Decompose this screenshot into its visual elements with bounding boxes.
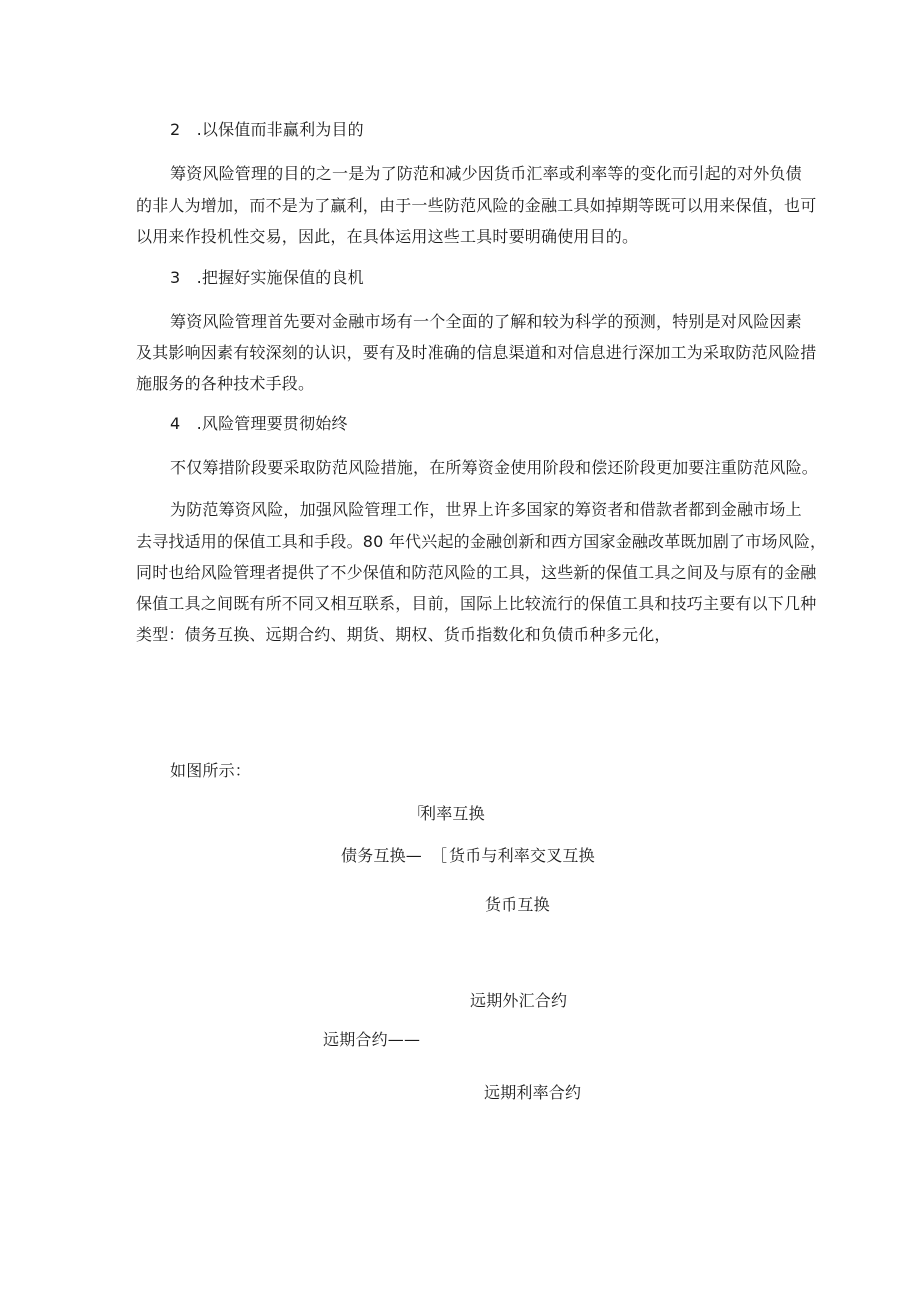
section-heading-3: 3 .把握好实施保值的良机	[170, 268, 364, 287]
diagram-item-cross-currency-swap: 货币与利率交叉互换	[449, 846, 595, 865]
diagram-item-forward-rate-agreement: 远期利率合约	[484, 1083, 582, 1102]
paragraph-line: 筹资风险管理首先要对金融市场有一个全面的了解和较为科学的预测，特别是对风险因素	[170, 312, 802, 331]
diagram-item-interest-rate-swap: 利率互换	[420, 804, 485, 823]
debt-swap-label: 债务互换—	[341, 846, 423, 865]
diagram-item-forward-fx-contract: 远期外汇合约	[470, 991, 568, 1010]
bracket: ［	[431, 846, 448, 865]
paragraph-line: 筹资风险管理的目的之一是为了防范和减少因货币汇率或利率等的变化而引起的对外负债	[170, 164, 802, 183]
paragraph-line: 为防范筹资风险，加强风险管理工作，世界上许多国家的筹资者和借款者都到金融市场上	[170, 500, 802, 519]
figure-intro: 如图所示：	[170, 761, 252, 780]
paragraph-line: 施服务的各种技术手段。	[136, 374, 315, 393]
paragraph-line: 保值工具之间既有所不同又相互联系，目前，国际上比较流行的保值工具和技巧主要有以下几种	[136, 594, 817, 613]
section-heading-4: 4 .风险管理要贯彻始终	[170, 414, 348, 433]
forward-contract-label: 远期合约——	[323, 1030, 421, 1049]
paragraph-line: 同时也给风险管理者提供了不少保值和防范风险的工具，这些新的保值工具之间及与原有的金融	[136, 563, 817, 582]
paragraph-line: 不仅筹措阶段要采取防范风险措施，在所筹资金使用阶段和偿还阶段更加要注重防范风险。	[170, 458, 819, 477]
paragraph-line: 的非人为增加，而不是为了赢利，由于一些防范风险的金融工具如掉期等既可以用来保值，也可	[136, 196, 817, 215]
paragraph-line: 以用来作投机性交易，因此，在具体运用这些工具时要明确使用目的。	[136, 227, 639, 246]
paragraph-line: 及其影响因素有较深刻的认识，要有及时准确的信息渠道和对信息进行深加工为采取防范风险措	[136, 343, 817, 362]
diagram-item-currency-swap: 货币互换	[485, 895, 550, 914]
paragraph-line: 去寻找适用的保值工具和手段。80 年代兴起的金融创新和西方国家金融改革既加剧了市场风险，	[136, 532, 827, 551]
section-heading-2: 2 .以保值而非赢利为目的	[170, 120, 364, 139]
paragraph-line: 类型：债务互换、远期合约、期货、期权、货币指数化和负债币种多元化，	[136, 625, 671, 644]
top-bracket: 「	[408, 804, 425, 823]
